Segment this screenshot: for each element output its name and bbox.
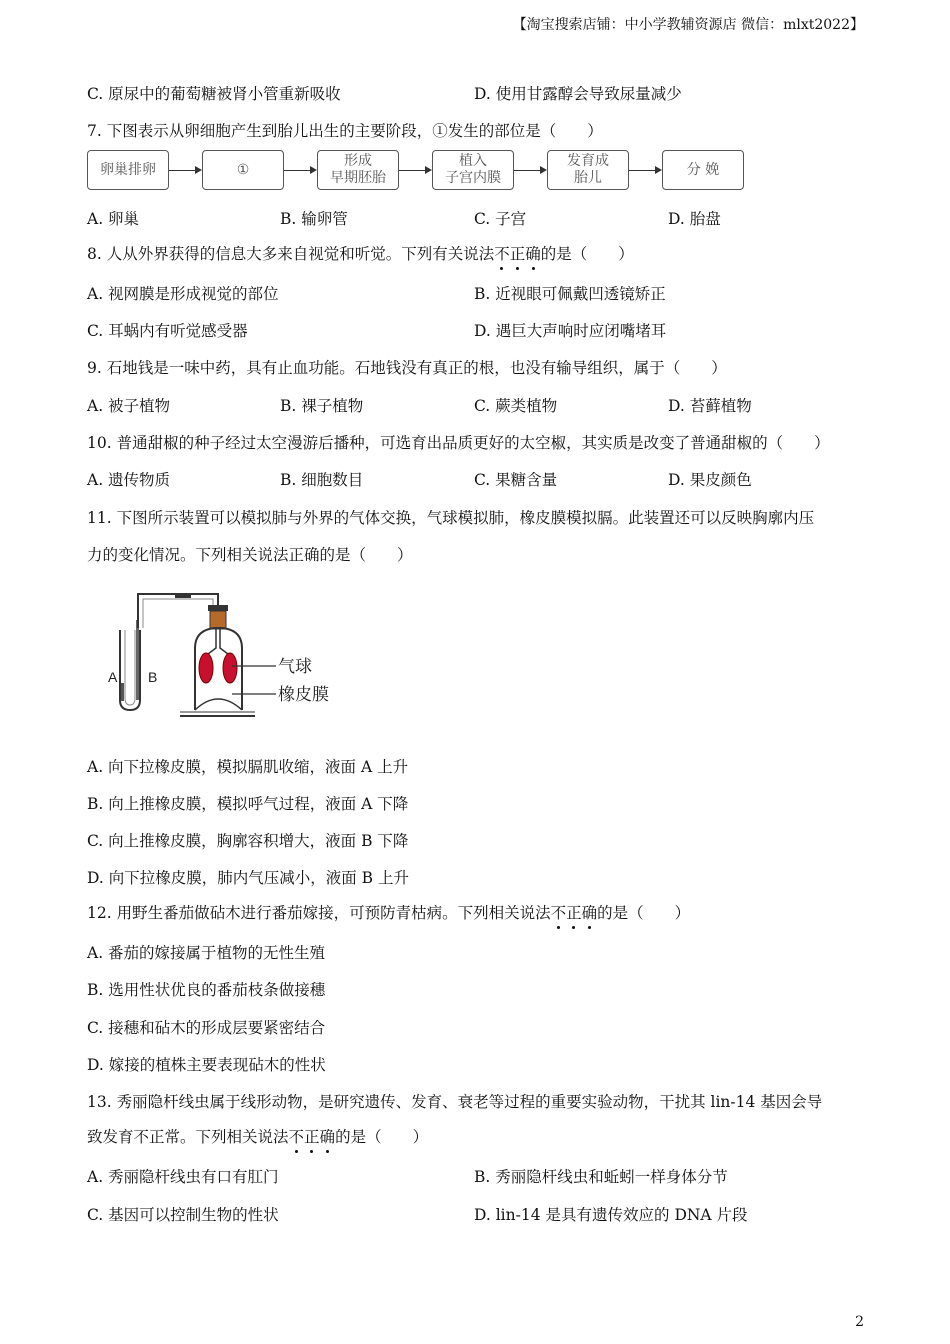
flow-step-implant: 植入 子宫内膜 (432, 150, 514, 190)
q7-option-d: D. 胎盘 (668, 210, 721, 228)
q10-option-d: D. 果皮颜色 (668, 471, 752, 489)
flow-arrow (514, 170, 545, 171)
q11-option-b: B. 向上推橡皮膜，模拟呼气过程，液面 A 下降 (87, 795, 409, 813)
q13-option-b: B. 秀丽隐杆线虫和蚯蚓一样身体分节 (474, 1168, 728, 1186)
q8-option-c: C. 耳蜗内有听觉感受器 (87, 322, 248, 340)
q10-option-a: A. 遗传物质 (87, 471, 171, 489)
flow-step-fetus: 发育成 胎儿 (547, 150, 629, 190)
q7-stem: 7. 下图表示从卵细胞产生到胎儿出生的主要阶段，①发生的部位是（ ） (87, 122, 603, 140)
q9-option-b: B. 裸子植物 (280, 397, 364, 415)
q8-option-b: B. 近视眼可佩戴凹透镜矫正 (474, 285, 666, 303)
flow-step-ovulation: 卵巢排卵 (87, 150, 169, 190)
q11-stem-line2: 力的变化情况。下列相关说法正确的是（ ） (87, 546, 413, 564)
q13-option-c: C. 基因可以控制生物的性状 (87, 1206, 279, 1224)
flow-step-blank: ① (202, 150, 284, 190)
q12-option-a: A. 番茄的嫁接属于植物的无性生殖 (87, 944, 326, 962)
fig-label-balloon: 气球 (278, 657, 312, 677)
q7-option-c: C. 子宫 (474, 210, 527, 228)
fig-label-membrane: 橡皮膜 (278, 685, 329, 705)
q9-stem: 9. 石地钱是一味中药，具有止血功能。石地钱没有真正的根，也没有输导组织，属于（ ） (87, 359, 727, 377)
page-header: 【淘宝搜索店铺：中小学教辅资源店 微信：mlxt2022】 (512, 17, 864, 33)
q10-option-c: C. 果糖含量 (474, 471, 558, 489)
q11-option-d: D. 向下拉橡皮膜，肺内气压减小，液面 B 上升 (87, 869, 409, 887)
q11-option-c: C. 向上推橡皮膜，胸廓容积增大，液面 B 下降 (87, 832, 409, 850)
q9-option-d: D. 苔藓植物 (668, 397, 752, 415)
fig-label-b: B (148, 669, 158, 685)
q8-option-a: A. 视网膜是形成视觉的部位 (87, 285, 279, 303)
q13-stem-line2: 致发育不正常。下列相关说法不正确的是（ ） (87, 1125, 428, 1147)
q8-option-d: D. 遇巨大声响时应闭嘴堵耳 (474, 322, 667, 340)
q9-option-c: C. 蕨类植物 (474, 397, 558, 415)
flow-arrow (169, 170, 200, 171)
q7-option-b: B. 输卵管 (280, 210, 348, 228)
q12-option-c: C. 接穗和砧木的形成层要紧密结合 (87, 1019, 326, 1037)
q13-stem-line1: 13. 秀丽隐杆线虫属于线形动物，是研究遗传、发育、衰老等过程的重要实验动物，干扰其 lin-14 基因会导 (87, 1093, 823, 1111)
flow-step-birth: 分 娩 (662, 150, 744, 190)
q13-option-a: A. 秀丽隐杆线虫有口有肛门 (87, 1168, 279, 1186)
flow-step-embryo: 形成 早期胚胎 (317, 150, 399, 190)
q11-stem-line1: 11. 下图所示装置可以模拟肺与外界的气体交换，气球模拟肺，橡皮膜模拟膈。此装置还可以反映胸廓内压 (87, 509, 815, 527)
q10-option-b: B. 细胞数目 (280, 471, 364, 489)
q6-option-c: C. 原尿中的葡萄糖被肾小管重新吸收 (87, 85, 341, 103)
lung-model-figure (100, 590, 360, 720)
q9-option-a: A. 被子植物 (87, 397, 171, 415)
flow-arrow (629, 170, 660, 171)
q12-option-d: D. 嫁接的植株主要表现砧木的性状 (87, 1056, 326, 1074)
q8-stem: 8. 人从外界获得的信息大多来自视觉和听觉。下列有关说法不正确的是（ ） (87, 242, 634, 264)
flow-arrow (284, 170, 315, 171)
page-number: 2 (855, 1314, 864, 1330)
lung-model-svg (100, 590, 360, 720)
q12-option-b: B. 选用性状优良的番茄枝条做接穗 (87, 981, 326, 999)
flow-arrow (399, 170, 430, 171)
q12-stem: 12. 用野生番茄做砧木进行番茄嫁接，可预防青枯病。下列相关说法不正确的是（ ） (87, 901, 690, 923)
q6-option-d: D. 使用甘露醇会导致尿量减少 (474, 85, 682, 103)
fig-label-a: A (108, 669, 118, 685)
q10-stem: 10. 普通甜椒的种子经过太空漫游后播种，可选育出品质更好的太空椒，其实质是改变了普通甜椒的（ ） (87, 434, 830, 452)
q11-option-a: A. 向下拉橡皮膜，模拟膈肌收缩，液面 A 上升 (87, 758, 409, 776)
q7-flow-diagram (87, 150, 747, 192)
q13-option-d: D. lin-14 是具有遗传效应的 DNA 片段 (474, 1206, 748, 1224)
q7-option-a: A. 卵巢 (87, 210, 140, 228)
